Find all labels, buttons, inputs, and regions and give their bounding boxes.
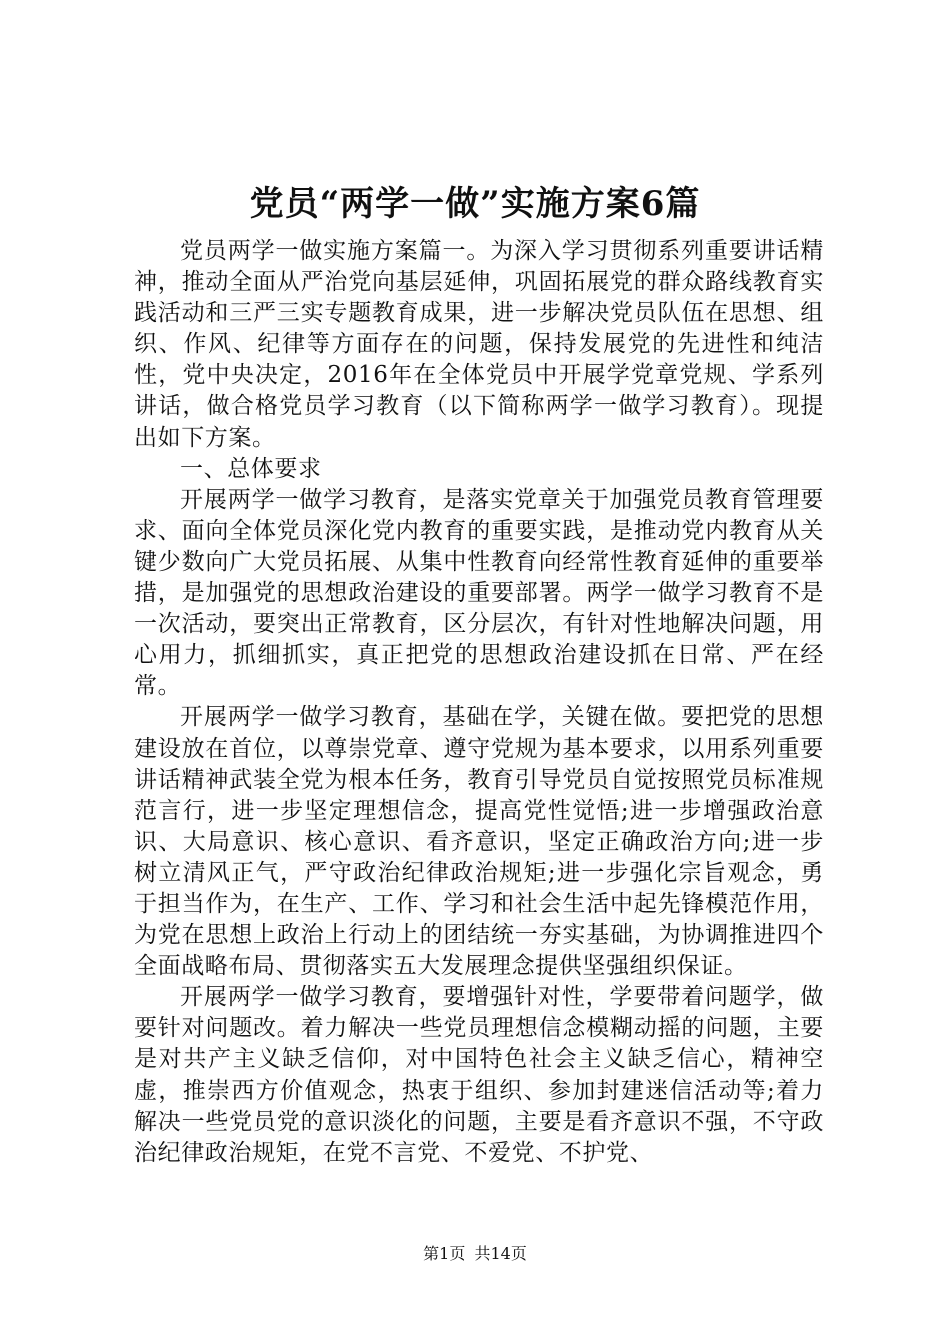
page-total: 共14页 bbox=[474, 1244, 527, 1263]
document-title: 党员“两学一做”实施方案6篇 bbox=[249, 184, 701, 224]
section-heading: 一、总体要求 bbox=[180, 455, 322, 482]
document-body bbox=[134, 236, 824, 1169]
paragraph: 开展两学一做学习教育，要增强针对性，学要带着问题学，做要针对问题改。着力解决一些党员理想信念模糊动摇的问题，主要是对共产主义缺乏信仰，对中国特色社会主义缺乏信心，精神空虚，推崇西方价值观念，热衷于组织、参加封建迷信活动等;着力解决一些党员党的意识淡化的问题，主要是看齐意识不强，不守政治纪律政治规矩，在党不言党、不爱党、不护党、 bbox=[134, 984, 824, 1166]
paragraph: 开展两学一做学习教育，是落实党章关于加强党员教育管理要求、面向全体党员深化党内教育的重要实践，是推动党内教育从关键少数向广大党员拓展、从集中性教育向经常性教育延伸的重要举措，是加强党的思想政治建设的重要部署。两学一做学习教育不是一次活动，要突出正常教育，区分层次，有针对性地解决问题，用心用力，抓细抓实，真正把党的思想政治建设抓在日常、严在经常。 bbox=[134, 486, 824, 700]
page-footer bbox=[0, 1243, 950, 1265]
paragraph: 开展两学一做学习教育，基础在学，关键在做。要把党的思想建设放在首位，以尊崇党章、遵守党规为基本要求，以用系列重要讲话精神武装全党为根本任务，教育引导党员自觉按照党员标准规范言行，进一步坚定理想信念，提高党性觉悟;进一步增强政治意识、大局意识、核心意识、看齐意识，坚定正确政治方向;进一步树立清风正气，严守政治纪律政治规矩;进一步强化宗旨观念，勇于担当作为，在生产、工作、学习和社会生活中起先锋模范作用，为党在思想上政治上行动上的团结统一夯实基础，为协调推进四个全面战略布局、贯彻落实五大发展理念提供坚强组织保证。 bbox=[134, 704, 824, 980]
page-number: 第1页 bbox=[423, 1244, 466, 1263]
paragraph-intro: 党员两学一做实施方案篇一。为深入学习贯彻系列重要讲话精神，推动全面从严治党向基层延伸，巩固拓展党的群众路线教育实践活动和三严三实专题教育成果，进一步解决党员队伍在思想、组织、作风、纪律等方面存在的问题，保持发展党的先进性和纯洁性，党中央决定，2016年在全体党员中开展学党章党规、学系列讲话，做合格党员学习教育（以下简称两学一做学习教育）。现提出如下方案。 bbox=[134, 238, 824, 451]
